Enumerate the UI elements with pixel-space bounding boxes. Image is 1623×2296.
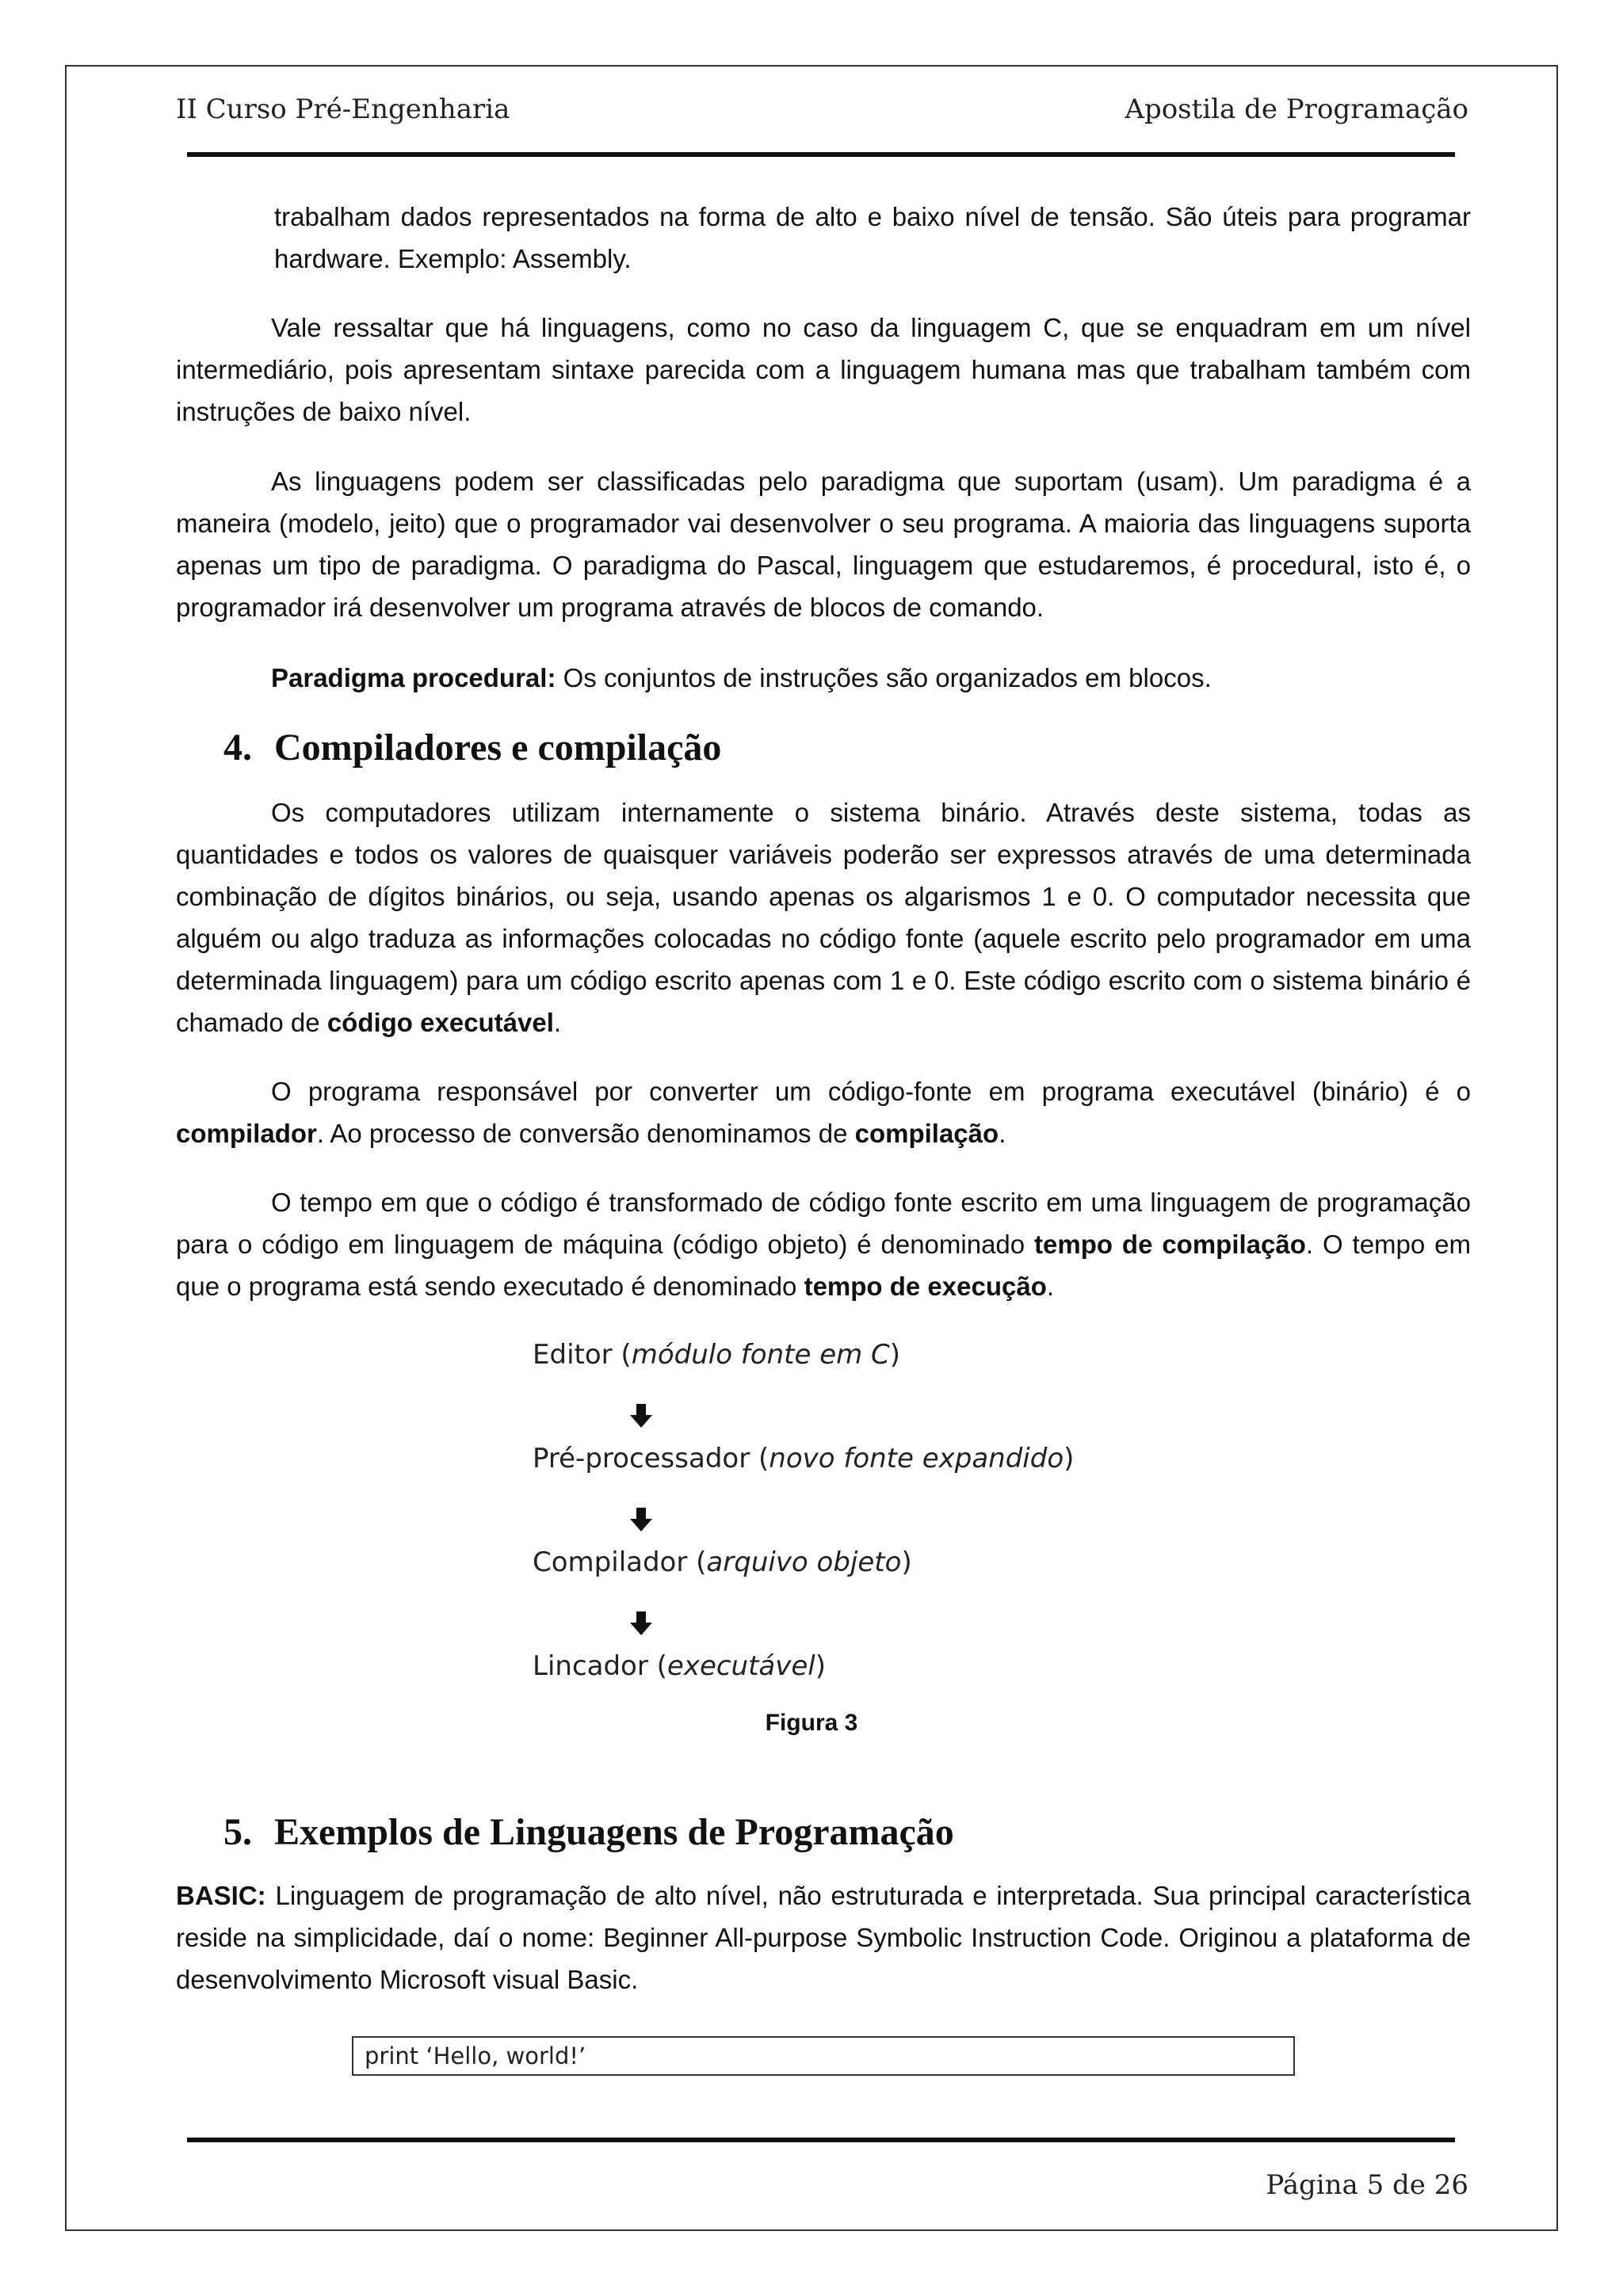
- page-number: Página 5 de 26: [1266, 2169, 1468, 2201]
- figure-caption: Figura 3: [765, 1710, 858, 1736]
- section-number: 4.: [223, 727, 252, 769]
- compilation-flow-diagram: [533, 1339, 1135, 1703]
- compiler-term: compilador: [176, 1119, 317, 1148]
- diagram-step-linker: Lincador (executável): [533, 1650, 827, 1682]
- header-rule: [187, 152, 1455, 157]
- paragraph-procedural: [176, 657, 1471, 699]
- basic-text: Linguagem de programação de alto nível, não estruturada e interpretada. Sua principal característica reside na simplicidade, daí o nome: Beginner All-purpose Symbolic Instruction Code. Originou a plataforma de desenvolvimento Microsoft visual Basic.: [176, 1881, 1471, 1994]
- compile-time-term: tempo de compilação: [1034, 1230, 1306, 1259]
- section-title: Compiladores e compilação: [274, 727, 722, 769]
- procedural-text: Os conjuntos de instruções são organizados em blocos.: [556, 663, 1212, 692]
- compile-time-text-mid: . O tempo em que o programa está sendo executado é denominado: [176, 1230, 1471, 1301]
- run-time-term: tempo de execução: [804, 1272, 1047, 1301]
- section-heading-compilers: [223, 726, 721, 769]
- diagram-step-editor: Editor (módulo fonte em C): [533, 1339, 901, 1371]
- compilation-term: compilação: [854, 1119, 999, 1148]
- diagram-step-compiler: Compilador (arquivo objeto): [533, 1547, 912, 1578]
- paragraph-intermediate-level: Vale ressaltar que há linguagens, como no caso da linguagem C, que se enquadram em um nível intermediário, pois apresentam sintaxe parecida com a linguagem humana mas que trabalham também com instruções de baixo nível.: [176, 313, 1471, 426]
- basic-label: BASIC:: [176, 1881, 266, 1910]
- code-example-box: print ‘Hello, world!’: [352, 2036, 1295, 2076]
- arrow-down-icon: [628, 1506, 655, 1533]
- section-number: 5.: [223, 1811, 252, 1853]
- paragraph-low-level: trabalham dados representados na forma de alto e baixo nível de tensão. São úteis para programar hardware. Exemplo: Assembly.: [274, 202, 1471, 273]
- paragraph-binary-system: [176, 791, 1471, 1043]
- arrow-down-icon: [628, 1402, 655, 1429]
- compiler-text-mid: . Ao processo de conversão denominamos de: [316, 1119, 855, 1148]
- compiler-text-end: .: [999, 1119, 1006, 1148]
- binary-text-end: .: [553, 1008, 562, 1037]
- paragraph-compiler: [176, 1070, 1471, 1154]
- binary-text: Os computadores utilizam internamente o sistema binário. Através deste sistema, todas as quantidades e todos os valores de quaisquer variáveis poderão ser expressos através de uma determinada combinação de dígitos binários, ou seja, usando apenas os algarismos 1 e 0. O computador necessita que alguém ou algo traduza as informações colocadas no código fonte (aquele escrito pelo programador em uma determinada linguagem) para um código escrito apenas com 1 e 0. Este código escrito com o sistema binário é chamado de: [176, 798, 1471, 1037]
- footer-rule: [187, 2138, 1455, 2142]
- diagram-step-preprocessor: Pré-processador (novo fonte expandido): [533, 1443, 1075, 1474]
- compile-time-text-end: .: [1046, 1272, 1055, 1301]
- section-title: Exemplos de Linguagens de Programação: [274, 1811, 954, 1853]
- paragraph-compile-time: [176, 1181, 1471, 1307]
- paragraph-paradigms: As linguagens podem ser classificadas pelo paradigma que suportam (usam). Um paradigma é a maneira (modelo, jeito) que o programador vai desenvolver o seu programa. A maioria das linguagens suporta apenas um tipo de paradigma. O paradigma do Pascal, linguagem que estudaremos, é procedural, isto é, o programador irá desenvolver um programa através de blocos de comando.: [176, 467, 1471, 622]
- paragraph-basic: [176, 1875, 1471, 2000]
- header-document-title: Apostila de Programação: [1125, 93, 1468, 125]
- section-heading-languages: [223, 1810, 954, 1854]
- header-course-title: II Curso Pré-Engenharia: [176, 93, 510, 125]
- executable-code-term: código executável: [327, 1008, 554, 1037]
- procedural-label: Paradigma procedural:: [271, 663, 556, 692]
- compiler-text: O programa responsável por converter um código-fonte em programa executável (binário) é o: [271, 1077, 1471, 1106]
- arrow-down-icon: [628, 1610, 655, 1637]
- compile-time-text: O tempo em que o código é transformado de código fonte escrito em uma linguagem de programação para o código em linguagem de máquina (código objeto) é denominado: [176, 1188, 1471, 1259]
